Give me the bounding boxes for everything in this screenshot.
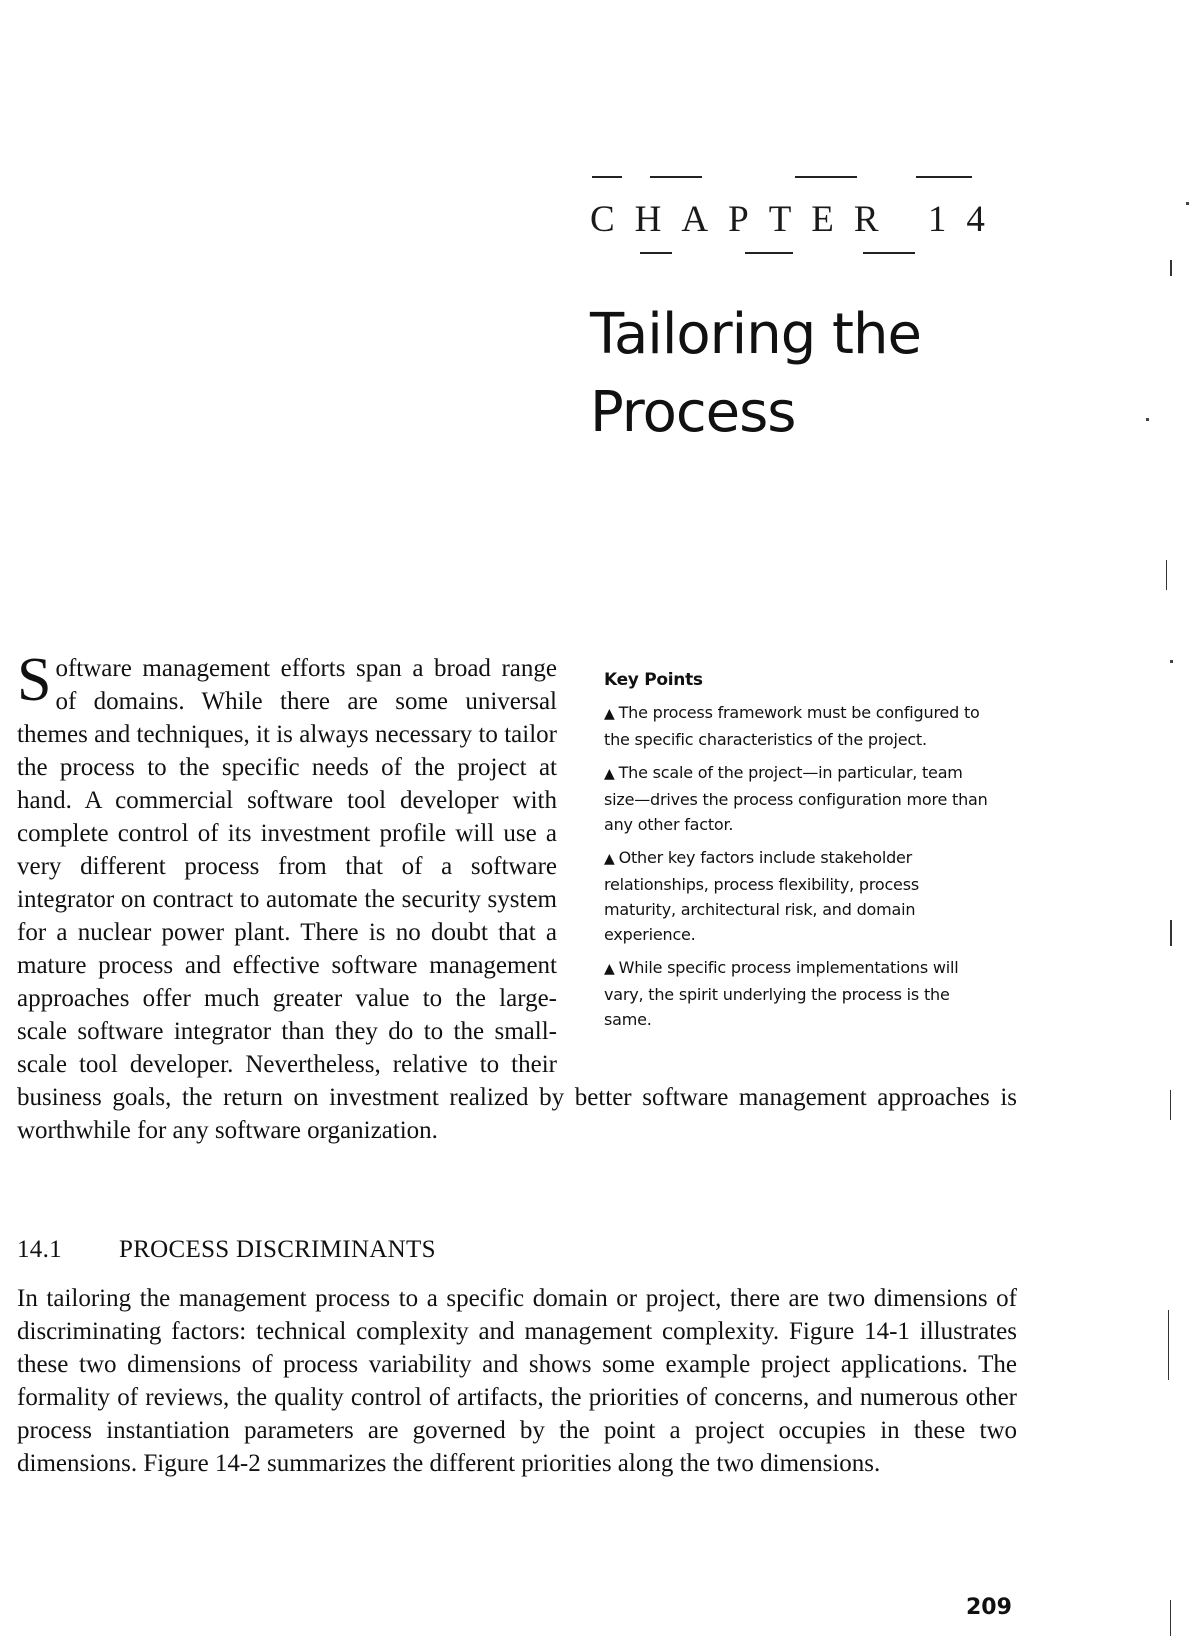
scan-artifact (1170, 260, 1172, 276)
decorative-rule (640, 252, 672, 254)
triangle-bullet-icon: ▲ (604, 851, 615, 867)
scan-artifact (1170, 1600, 1171, 1636)
key-point-item (604, 700, 992, 752)
key-point-text: Other key factors include stakeholder relationships, process flexibility, process maturity, architectural risk, and domain experience. (604, 848, 919, 944)
decorative-rule (650, 176, 702, 178)
section-title: PROCESS DISCRIMINANTS (119, 1236, 436, 1263)
key-point-text: While specific process implementations will vary, the spirit underlying the process is the same. (604, 958, 959, 1029)
drop-cap: S (17, 646, 52, 714)
scan-artifact (1186, 202, 1189, 205)
key-point-item (604, 955, 992, 1032)
scan-artifact (1170, 920, 1172, 946)
chapter-title-line-1: Tailoring the (590, 302, 921, 367)
section-body: In tailoring the management process to a specific domain or project, there are two dimensions of discriminating factors: technical complexity and management complexity. Figure 14-1 illustrates these two dimensions of process variability and shows some example project applications. The formality of reviews, the quality control of artifacts, the priorities of concerns, and numerous other process instantiation parameters are governed by the point a project occupies in these two dimensions. Figure 14-2 summarizes the different priorities along the two dimensions. (17, 1285, 1017, 1477)
section-number: 14.1 (17, 1236, 62, 1263)
triangle-bullet-icon: ▲ (604, 706, 615, 722)
triangle-bullet-icon: ▲ (604, 961, 615, 977)
decorative-rule (795, 176, 857, 178)
intro-text: oftware management efforts span a broad range of domains. While there are some universal themes and techniques, it is always necessary to tailor the process to the specific needs of the project at hand. A commercial software tool developer with complete control of its investment profile will use a very different process from that of a software integrator on contract to automate the security system for a nuclear power plant. There is no doubt that a mature process and effective software management approaches offer much greater value to the large-scale software integrator than they do to the small-scale tool developer. Nevertheless, relative to their business goals, the return on investment realized by better software management approaches is worthwhile for any software organization. (17, 655, 1017, 1144)
key-points-box (604, 670, 992, 1040)
key-points-heading: Key Points (604, 670, 703, 690)
chapter-title-line-2: Process (590, 380, 796, 445)
scan-artifact (1146, 418, 1149, 421)
key-point-item (604, 760, 992, 837)
scan-artifact (1168, 1310, 1169, 1380)
scan-artifact (1166, 560, 1167, 590)
decorative-rule (592, 176, 622, 178)
decorative-rule (863, 252, 915, 254)
decorative-rule (745, 252, 793, 254)
section-heading (17, 1236, 436, 1264)
triangle-bullet-icon: ▲ (604, 766, 615, 782)
scan-artifact (1170, 660, 1173, 663)
page-number: 209 (966, 1595, 1012, 1620)
chapter-label: CHAPTER 14 (590, 199, 1005, 240)
key-point-text: The scale of the project—in particular, team size—drives the process configuration more than any other factor. (604, 763, 988, 834)
decorative-rule (916, 176, 972, 178)
key-point-text: The process framework must be configured to the specific characteristics of the project. (604, 703, 980, 749)
key-point-item (604, 845, 992, 947)
chapter-title (590, 296, 921, 452)
scan-artifact (1170, 1090, 1171, 1120)
